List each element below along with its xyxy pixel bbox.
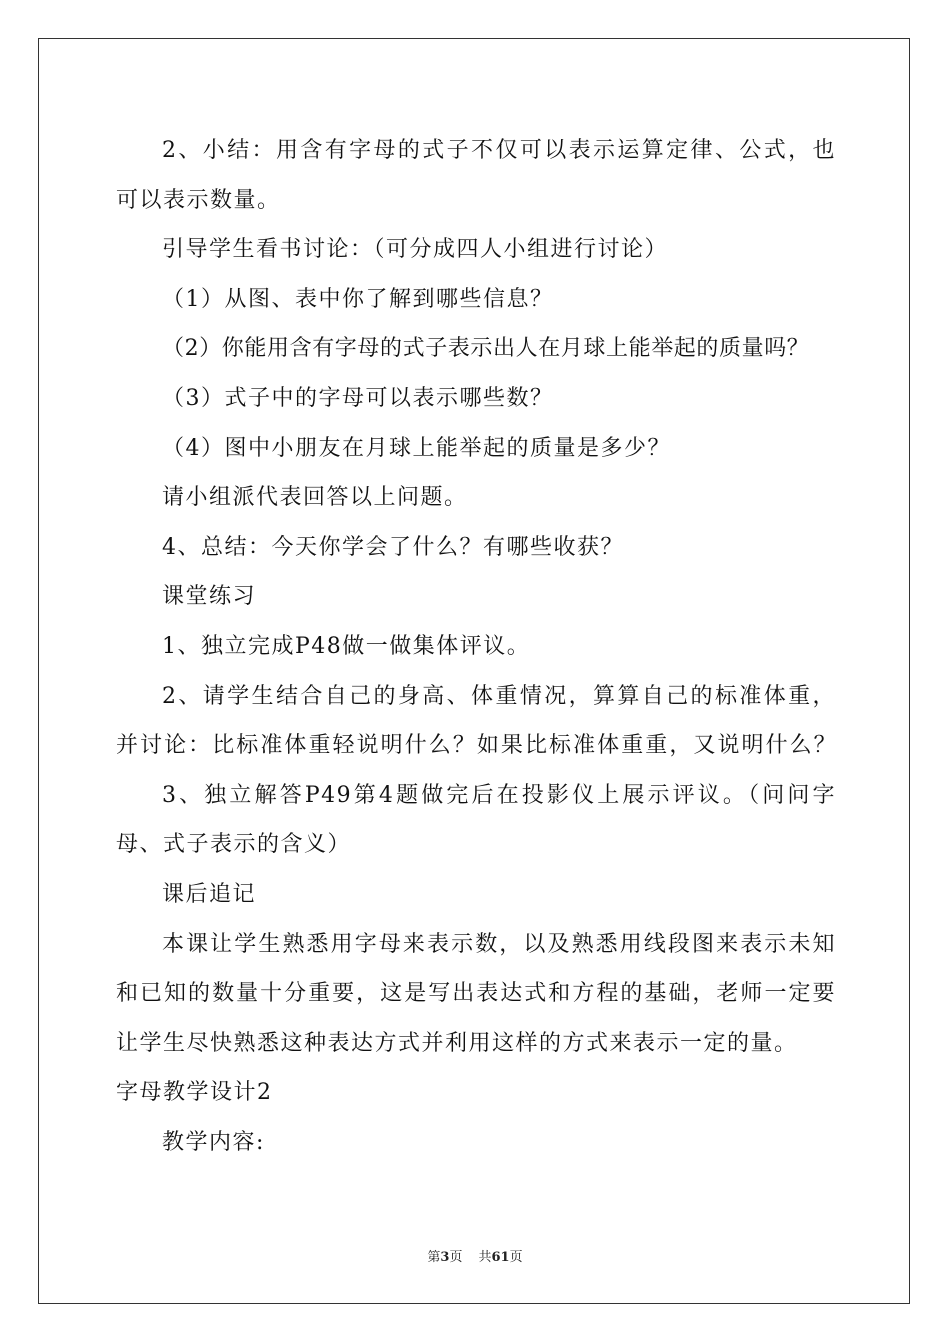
list-item: （2）你能用含有字母的式子表示出人在月球上能举起的质量吗？ (162, 336, 810, 362)
paragraph-line: 2、请学生结合自己的身高、体重情况，算算自己的标准体重， (162, 683, 836, 709)
list-item: （3）式子中的字母可以表示哪些数？ (162, 385, 554, 411)
document-title: 字母教学设计2 (116, 1080, 273, 1106)
total-pages: 61 (491, 1250, 510, 1265)
total-prefix: 共 (478, 1250, 492, 1265)
paragraph-line: 请小组派代表回答以上问题。 (162, 485, 468, 511)
list-item: （1）从图、表中你了解到哪些信息？ (162, 286, 554, 312)
paragraph-line: 让学生尽快熟悉这种表达方式并利用这样的方式来表示一定的量。 (116, 1030, 798, 1056)
paragraph-line: 1、独立完成P48做一做集体评议。 (162, 633, 531, 659)
page-footer (0, 1246, 950, 1265)
section-heading: 课堂练习 (162, 584, 257, 610)
paragraph-line: 可以表示数量。 (116, 187, 281, 213)
paragraph-line: 母、式子表示的含义） (116, 832, 352, 858)
section-heading: 课后追记 (162, 881, 257, 907)
paragraph-line: 本课让学生熟悉用字母来表示数，以及熟悉用线段图来表示未知 (162, 931, 836, 957)
page-suffix: 页 (449, 1250, 463, 1265)
paragraph-line: 2、小结：用含有字母的式子不仅可以表示运算定律、公式，也 (162, 138, 836, 163)
list-item: （4）图中小朋友在月球上能举起的质量是多少？ (162, 435, 671, 461)
paragraph-line: 和已知的数量十分重要，这是写出表达式和方程的基础，老师一定要 (116, 981, 836, 1007)
page-number: 3 (440, 1250, 450, 1265)
section-heading: 教学内容: (162, 1129, 265, 1155)
total-suffix: 页 (509, 1250, 523, 1265)
paragraph-line: 引导学生看书讨论：（可分成四人小组进行讨论） (162, 237, 669, 263)
paragraph-line: 并讨论：比标准体重轻说明什么？如果比标准体重重，又说明什么？ (116, 733, 836, 759)
paragraph-line: 3、独立解答P49第4题做完后在投影仪上展示评议。（问问字 (162, 782, 836, 808)
page-prefix: 第 (427, 1250, 441, 1265)
document-body (116, 126, 836, 1167)
paragraph-line: 4、总结：今天你学会了什么？有哪些收获？ (162, 534, 624, 560)
